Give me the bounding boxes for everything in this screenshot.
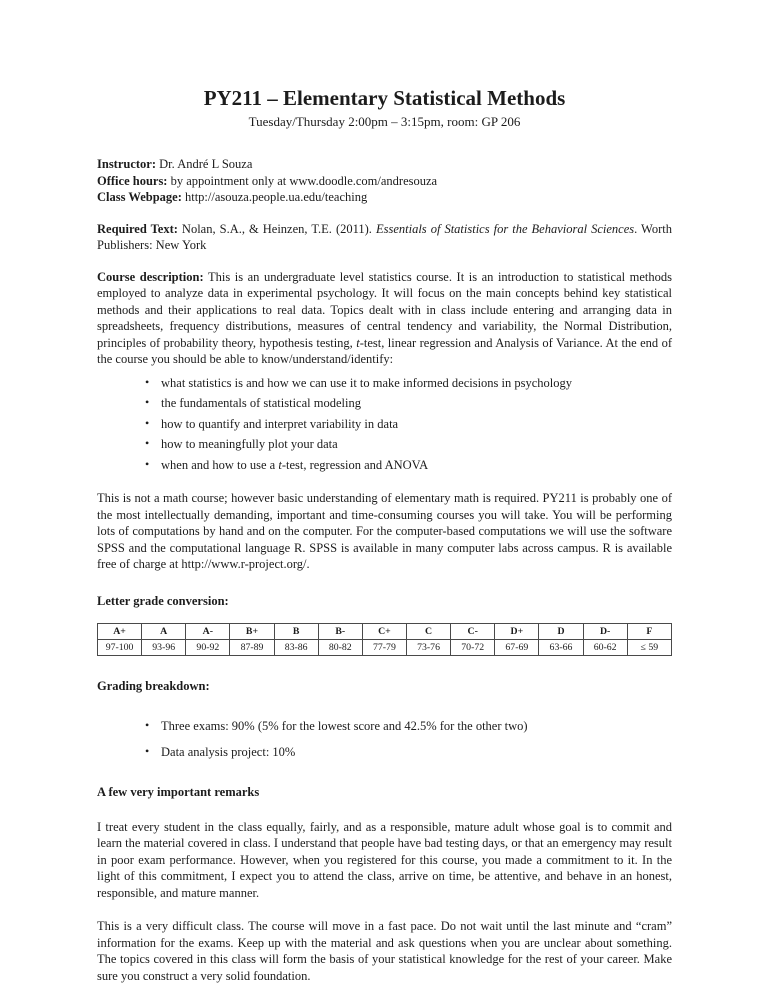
objective-text: when and how to use a	[161, 457, 279, 472]
range-cell: ≤ 59	[627, 640, 671, 656]
range-cell: 63-66	[539, 640, 583, 656]
objective-text: the fundamentals of statistical modeling	[161, 396, 361, 411]
grade-range-row	[98, 640, 672, 656]
range-cell: 87-89	[230, 640, 274, 656]
grade-cell: B+	[230, 624, 274, 640]
course-description-text: This is an undergraduate level statistics course. It is an introduction to statistical methods employed to analyze data in experimental psychology. It will focus on the main concepts behind key statistical methods and their applications to real data. Topics dealt with in class include entering and arranging data in spreadsheets, frequency distributions, measures of central tendency and variability, the Normal Distribution, principles of probability theory, hypothesis testing,	[97, 269, 672, 350]
office-hours-label: Office hours:	[97, 173, 168, 188]
objective-item	[145, 457, 672, 474]
range-cell: 60-62	[583, 640, 627, 656]
breakdown-text: Three exams: 90% (5% for the lowest score and 42.5% for the other two)	[161, 719, 528, 734]
breakdown-item	[145, 718, 672, 735]
grade-cell: C-	[451, 624, 495, 640]
range-cell: 77-79	[362, 640, 406, 656]
grade-cell: C+	[362, 624, 406, 640]
grade-cell: B	[274, 624, 318, 640]
grade-cell: A+	[98, 624, 142, 640]
required-text-pre: Nolan, S.A., & Heinzen, T.E. (2011).	[177, 221, 376, 236]
course-description-text-end: -test, linear regression and Analysis of Variance. At the end of the course you should be able to know/understand/identify:	[97, 335, 672, 367]
objective-text: -test, regression and ANOVA	[281, 457, 429, 472]
grade-cell: D+	[495, 624, 539, 640]
instructor-info-block	[97, 156, 672, 206]
grading-breakdown-heading: Grading breakdown:	[97, 678, 210, 693]
course-description-label: Course description:	[97, 269, 204, 284]
objective-item	[145, 436, 672, 453]
grade-cell: A	[142, 624, 186, 640]
document-header	[97, 86, 672, 130]
grade-conversion-table	[97, 623, 672, 656]
book-title: Essentials of Statistics for the Behavioral Sciences	[375, 221, 635, 236]
remarks-paragraph-2: This is a very difficult class. The course will move in a fast pace. Do not wait until the last minute and “cram” information for the exams. Keep up with the material and ask questions when you are unclear about something. The topics covered in this class will form the basis of your statistical knowledge for the rest of your career. Make sure you construct a very solid foundation.	[97, 919, 672, 983]
objective-item	[145, 395, 672, 412]
range-cell: 67-69	[495, 640, 539, 656]
objective-item	[145, 375, 672, 392]
grade-cell: D	[539, 624, 583, 640]
grade-conversion-heading: Letter grade conversion:	[97, 593, 229, 608]
breakdown-text: Data analysis project: 10%	[161, 744, 296, 759]
grade-cell: F	[627, 624, 671, 640]
remarks-paragraph-1: I treat every student in the class equally, fairly, and as a responsible, mature adult whose goal is to commit and learn the material covered in class. I understand that people have bad testing days, or that an emergency may result in poor exam performance. However, when you registered for this course, you made a commitment to it. In the light of this commitment, I expect you to attend the class, arrive on time, be attentive, and behave in an honest, responsible, and mature manner.	[97, 819, 672, 900]
instructor-value: Dr. André L Souza	[156, 157, 253, 172]
grade-cell: A-	[186, 624, 230, 640]
webpage-line	[97, 189, 672, 206]
objective-text: how to quantify and interpret variability in data	[161, 416, 399, 431]
course-title: PY211 – Elementary Statistical Methods	[203, 86, 566, 110]
remarks-heading: A few very important remarks	[97, 785, 260, 800]
italic-t: t	[278, 457, 282, 472]
instructor-line	[97, 156, 672, 173]
range-cell: 70-72	[451, 640, 495, 656]
grade-cell: B-	[318, 624, 362, 640]
objective-item	[145, 416, 672, 433]
range-cell: 73-76	[406, 640, 450, 656]
office-hours-line	[97, 173, 672, 190]
grade-cell: C	[406, 624, 450, 640]
range-cell: 80-82	[318, 640, 362, 656]
italic-t: t	[356, 335, 360, 350]
range-cell: 83-86	[274, 640, 318, 656]
grade-cell: D-	[583, 624, 627, 640]
required-text-label: Required Text:	[97, 221, 178, 236]
course-description-paragraph	[97, 269, 672, 368]
objective-text: how to meaningfully plot your data	[161, 437, 338, 452]
webpage-value: http://asouza.people.ua.edu/teaching	[181, 190, 368, 205]
objective-text: what statistics is and how we can use it to make informed decisions in psychology	[161, 375, 573, 390]
course-objectives-list	[97, 375, 672, 474]
range-cell: 97-100	[98, 640, 142, 656]
grading-breakdown-list	[97, 718, 672, 760]
course-schedule: Tuesday/Thursday 2:00pm – 3:15pm, room: GP 206	[248, 114, 521, 130]
instructor-label: Instructor:	[97, 157, 157, 172]
breakdown-item	[145, 744, 672, 761]
grade-header-row	[98, 624, 672, 640]
range-cell: 90-92	[186, 640, 230, 656]
office-hours-value: by appointment only at www.doodle.com/andresouza	[167, 173, 438, 188]
not-math-paragraph: This is not a math course; however basic understanding of elementary math is required. PY211 is probably one of the most intellectually demanding, important and time-consuming courses you will take. You will be performing lots of computations by hand and on the computer. For the computer-based computations we will use the software SPSS and the computational language R. SPSS is available in many computer labs across campus. R is available free of charge at http://www.r-project.org/.	[97, 491, 672, 572]
range-cell: 93-96	[142, 640, 186, 656]
webpage-label: Class Webpage:	[97, 190, 182, 205]
required-text-paragraph	[97, 221, 672, 254]
required-text-post: . Worth Publishers: New York	[97, 221, 672, 253]
